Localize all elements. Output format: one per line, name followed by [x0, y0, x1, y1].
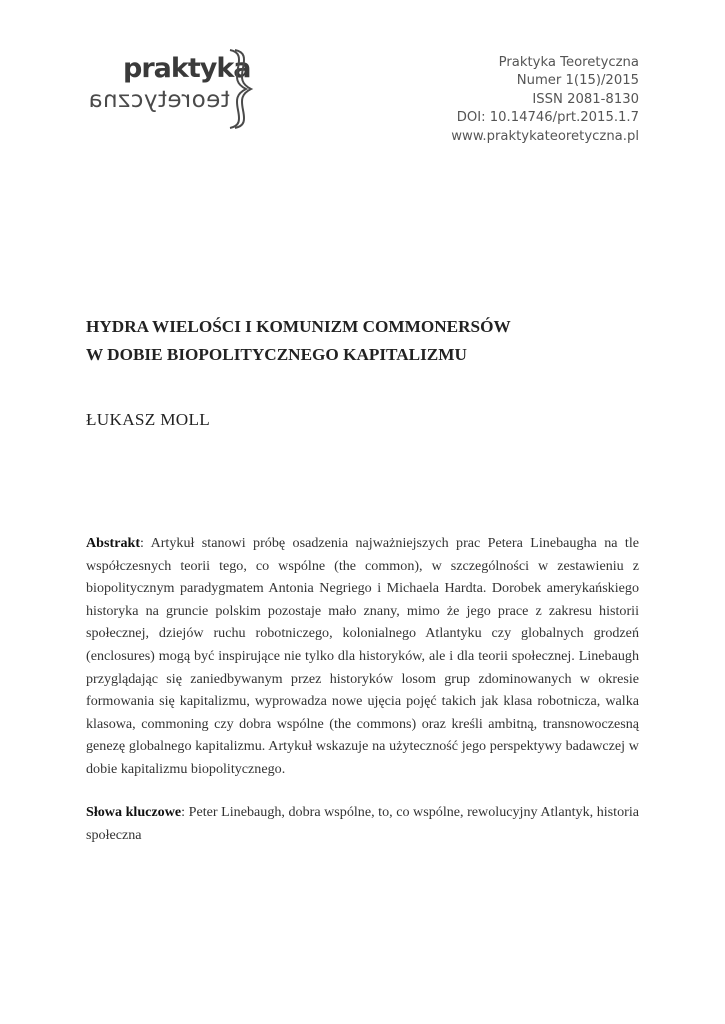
abstract-text: : Artykuł stanowi próbę osadzenia najważniejszych prac Petera Linebaugha na tle współczesnych teorii tego, co wspólne (the common), w szczególności w zestawieniu z biopolitycznym paradygmatem Antonia Negriego i Michaela Hardta. Dorobek amerykańskiego historyka na gruncie polskim pozostaje mało znany, mimo że jego prace z zakresu historii społecznej, dziejów ruchu robotniczego, kolonialnego Atlantyku czy globalnych grodzeń (enclosures) mogą być inspirujące nie tylko dla historyków, ale i dla teorii społecznej. Linebaugh przyglądając się zaniedbywanym przez historyków losom grup zdominowanych w okresie formowania się kapitalizmu, wyprowadza nowe ujęcia pojęć takich jak klasa robotnicza, walka klasowa, commoning czy dobra wspólne (the commons) oraz kreśli ambitną, transnowoczesną genezę globalnego kapitalizmu. Artykuł wskazuje na użyteczność jego perspektywy badawczej w dobie kapitalizmu biopolitycznego.	[86, 535, 639, 777]
abstract	[86, 532, 639, 781]
title-line-1: HYDRA WIELOŚCI I KOMUNIZM COMMONERSÓW	[86, 317, 511, 336]
abstract-label: Abstrakt	[86, 535, 141, 551]
article-title	[86, 313, 646, 369]
journal-doi: DOI: 10.14746/prt.2015.1.7	[456, 110, 639, 126]
keywords	[86, 801, 639, 846]
logo-word-praktyka: praktyka	[123, 53, 251, 84]
brace-icon	[226, 48, 254, 130]
journal-issn: ISSN 2081-8130	[532, 91, 639, 107]
logo-word-teoretyczna-mirrored: teoretyczna	[88, 87, 230, 113]
keywords-text: : Peter Linebaugh, dobra wspólne, to, co wspólne, rewolucyjny Atlantyk, historia społeczna	[86, 804, 639, 843]
title-line-2: W DOBIE BIOPOLITYCZNEGO KAPITALIZMU	[86, 345, 467, 364]
journal-name: Praktyka Teoretyczna	[498, 55, 639, 70]
keywords-label: Słowa kluczowe	[86, 804, 182, 820]
author-name: ŁUKASZ MOLL	[86, 410, 211, 429]
journal-info	[339, 54, 639, 146]
journal-logo	[86, 48, 266, 130]
journal-issue: Numer 1(15)/2015	[516, 73, 639, 89]
journal-website: www.praktykateoretyczna.pl	[451, 128, 639, 144]
